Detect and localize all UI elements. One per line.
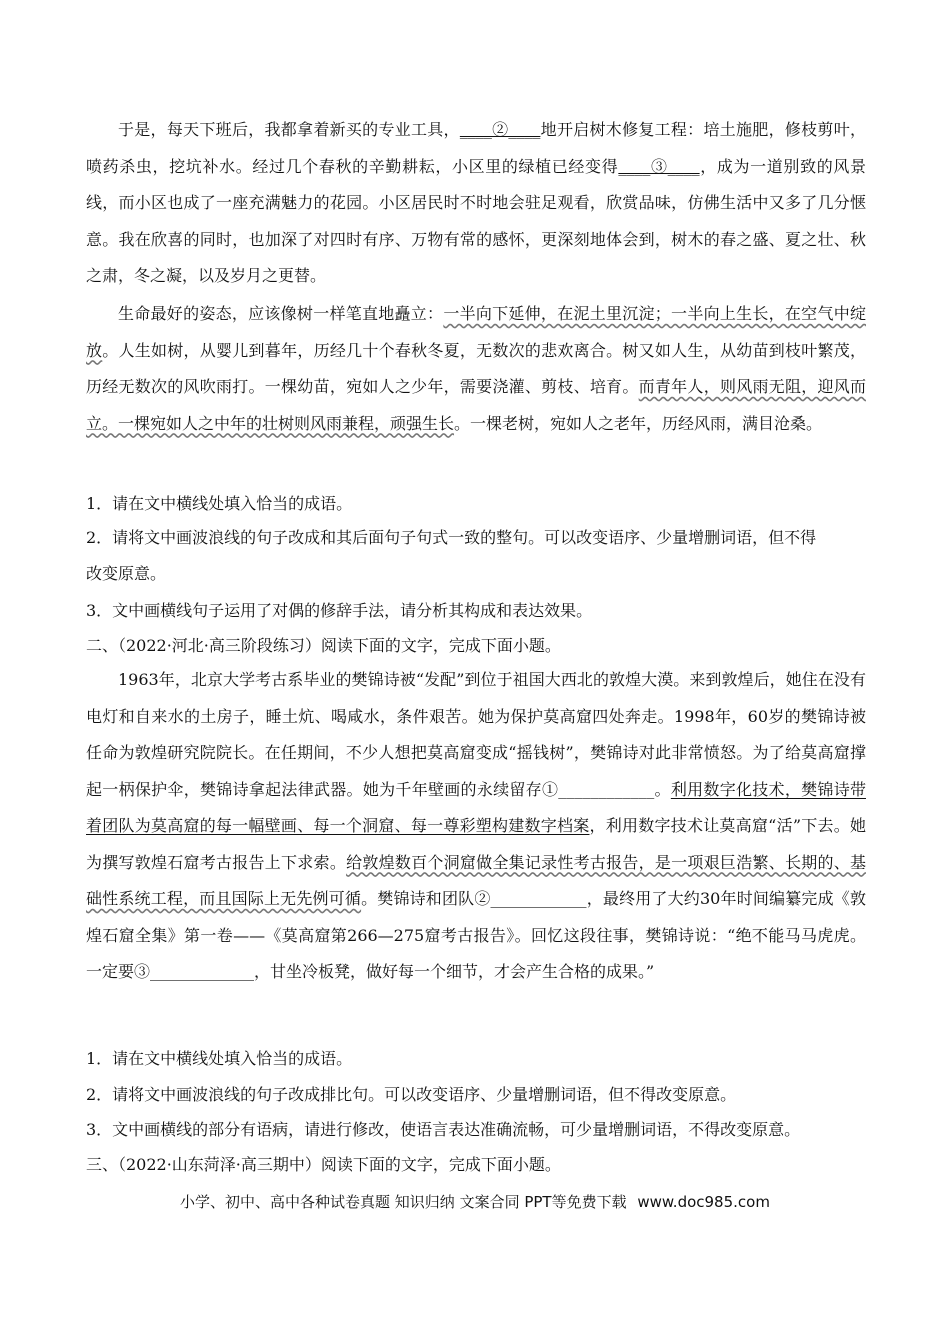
paragraph-text: 。樊锦诗和团队② xyxy=(361,889,491,908)
paragraph-text: 地开启树木修复工程：培土施肥，修枝剪叶，喷药杀虫，挖坑补水。经过几个春秋的辛勤耕耘，小区里的绿植已经变得 xyxy=(86,120,866,176)
answer-blank-1: ____________ xyxy=(558,779,655,799)
question-1: 1．请在文中横线处填入恰当的成语。 xyxy=(86,1049,353,1068)
question-3: 3．文中画横线句子运用了对偶的修辞手法，请分析其构成和表达效果。 xyxy=(86,601,593,620)
question-2: 2．请将文中画波浪线的句子改成和其后面句子句式一致的整句。可以改变语序、少量增删词语，但不得 xyxy=(86,528,817,547)
question-1: 1．请在文中横线处填入恰当的成语。 xyxy=(86,494,353,513)
passage-paragraph xyxy=(86,662,866,991)
passage-paragraph-2 xyxy=(86,296,866,442)
footer xyxy=(0,1191,950,1212)
paragraph-text: 。人生如树，从婴儿到暮年，历经几十个春秋冬夏，无数次的悲欢离合。树又如人生，从幼苗到枝叶繁茂，历经无数次的风吹雨打。一棵幼苗，宛如人之少年，需要浇灌、剪枝、培育。 xyxy=(86,340,866,396)
answer-blank-2: ____________ xyxy=(490,889,587,908)
paragraph-text: 。 xyxy=(654,779,671,799)
paragraph-text: ，成为一道别致的风景线，而小区也成了一座充满魅力的花园。小区居民时不时地会驻足观看，欣赏品味，仿佛生活中又多了几分惬意。我在欣喜的同时，也加深了对四时有序、万物有常的感怀，更深刻地体会到，树木的春之盛、夏之壮、秋之肃，冬之凝，以及岁月之更替。 xyxy=(86,156,866,285)
wavy-underlined-sentence: 一半向下延伸，在泥土里沉淀；一半向上生长，在空气中绽放 xyxy=(86,304,866,360)
footer-link[interactable]: www.doc985.com xyxy=(637,1193,770,1211)
answer-blank-3: ____③____ xyxy=(618,156,700,176)
passage-paragraph-1 xyxy=(86,112,866,295)
paragraph-text: ，利用数字技术让莫高窟“活”下去。她为撰写敦煌石窟考古报告上下求索。 xyxy=(86,816,866,872)
section-heading: 二、（2022·河北·高三阶段练习）阅读下面的文字，完成下面小题。 xyxy=(86,636,561,655)
answer-blank-2: ____②____ xyxy=(459,120,541,139)
question-2-continued: 改变原意。 xyxy=(86,564,167,583)
paragraph-text: ，甘坐冷板凳，做好每一个细节，才会产生合格的成果。” xyxy=(254,962,655,981)
paragraph-text: 1963年，北京大学考古系毕业的樊锦诗被“发配”到位于祖国大西北的敦煌大漠。来到敦煌后，她住在没有电灯和自来水的土房子，睡土炕、喝咸水，条件艰苦。她为保护莫高窟四处奔走。1998年，60岁的樊锦诗被任命为敦煌研究院院长。在任期间，不少人想把莫高窟变成“摇钱树”，樊锦诗对此非常愤怒。为了给莫高窟撑起一柄保护伞，樊锦诗拿起法律武器。她为千年壁画的永续留存① xyxy=(86,670,866,799)
question-3: 3．文中画横线的部分有语病，请进行修改，使语言表达准确流畅，可少量增删词语，不得改变原意。 xyxy=(86,1120,801,1139)
question-2: 2．请将文中画波浪线的句子改成排比句。可以改变语序、少量增删词语，但不得改变原意。 xyxy=(86,1085,737,1104)
paragraph-text: 生命最好的姿态，应该像树一样笔直地矗立： xyxy=(118,304,444,323)
paragraph-text: 于是，每天下班后，我都拿着新买的专业工具， xyxy=(118,120,460,139)
answer-blank-3: _____________ xyxy=(150,962,255,981)
wavy-underlined-sentence: 而青年人，则风雨无阻，迎风而立。一棵宛如人之中年的壮树则风雨兼程，顽强生长 xyxy=(86,377,866,433)
paragraph-text: ，最终用了大约30年时间编纂完成《敦煌石窟全集》第一卷——《莫高窟第266—275窟考古报告》。回忆这段往事，樊锦诗说：“绝不能马马虎虎。一定要③ xyxy=(86,889,866,981)
paragraph-text: 。一棵老树，宛如人之老年，历经风雨，满目沧桑。 xyxy=(454,413,823,433)
section-heading: 三、（2022·山东菏泽·高三期中）阅读下面的文字，完成下面小题。 xyxy=(86,1155,561,1174)
footer-text: 小学、初中、高中各种试卷真题 知识归纳 文案合同 PPT等免费下载 xyxy=(180,1193,627,1211)
wavy-underlined-sentence: 给敦煌数百个洞窟做全集记录性考古报告，是一项艰巨浩繁、长期的、基础性系统工程，而且国际上无先例可循 xyxy=(86,852,866,908)
underlined-sentence: 利用数字化技术，樊锦诗带着团队为莫高窟的每一幅壁画、每一个洞窟、每一尊彩塑构建数字档案 xyxy=(86,779,866,835)
